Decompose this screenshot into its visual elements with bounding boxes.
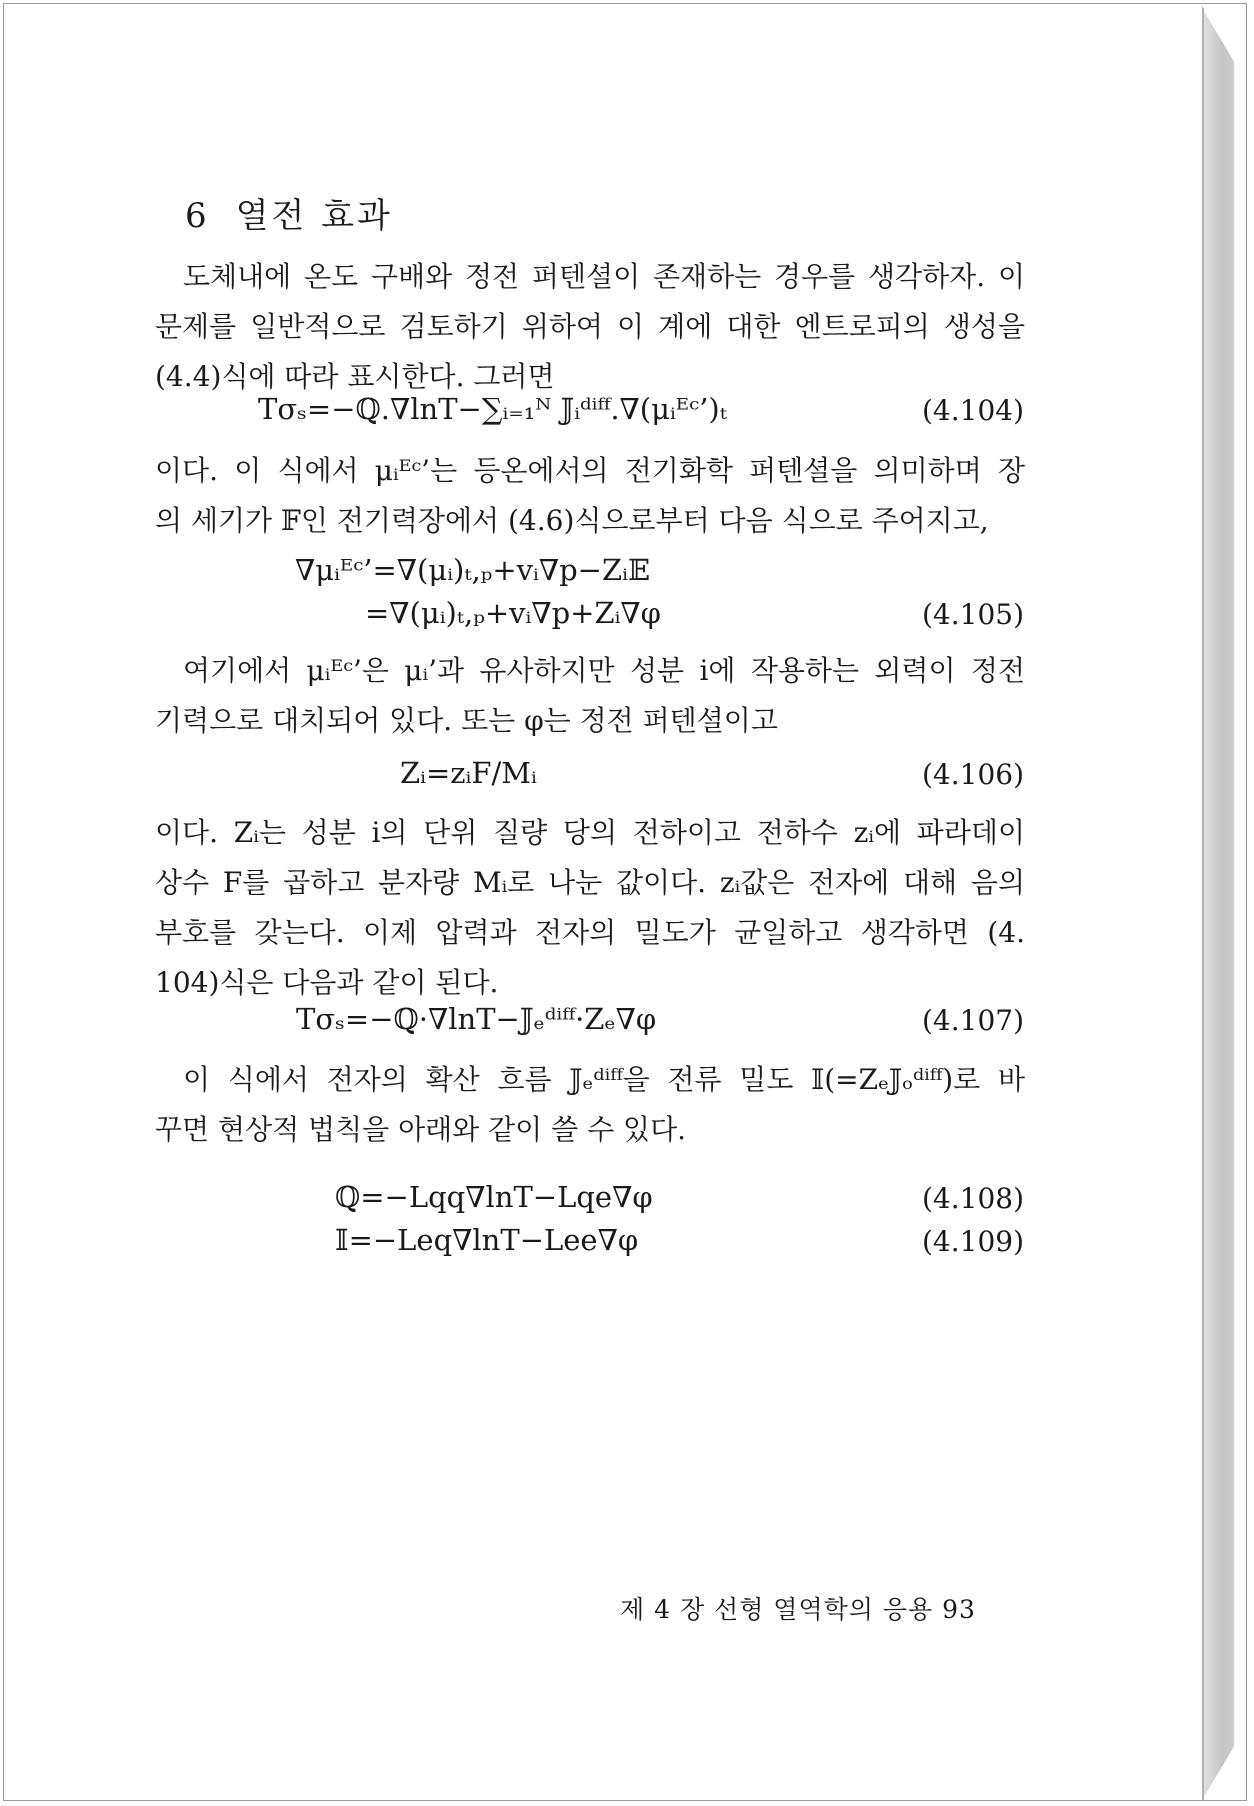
page-footer: 제 4 장 선형 열역학의 응용 93 — [620, 1595, 976, 1624]
text-line: 이다. 이 식에서 μᵢᴱᶜ’는 등온에서의 전기화학 퍼텐셜을 의미하며 장 — [155, 454, 1025, 487]
text-line: 도체내에 온도 구배와 정전 퍼텐셜이 존재하는 경우를 생각하자. 이 — [183, 260, 1025, 293]
page-edge-line — [1202, 8, 1204, 1800]
equation-4-106: Zᵢ=zᵢF/Mᵢ — [400, 756, 537, 790]
text-line: 상수 F를 곱하고 분자량 Mᵢ로 나눈 값이다. zᵢ값은 전자에 대해 음의 — [155, 866, 1025, 899]
text-line: 문제를 일반적으로 검토하기 위하여 이 계에 대한 엔트로피의 생성을 — [155, 310, 1025, 343]
equation-4-105a: ∇μᵢᴱᶜ’=∇(μᵢ)ₜ,ₚ+vᵢ∇p−Zᵢ𝔼 — [295, 553, 651, 587]
section-heading — [185, 188, 393, 237]
paragraph-4 — [155, 808, 1025, 1008]
text-line: 부호를 갖는다. 이제 압력과 전자의 밀도가 균일하고 생각하면 (4. — [155, 916, 1025, 949]
equation-4-104: Tσₛ=−ℚ.∇lnT−∑ᵢ₌₁ᴺ 𝕁ᵢᵈⁱᶠᶠ.∇(μᵢᴱᶜ’)ₜ — [258, 392, 727, 426]
section-title: 열전 효과 — [235, 196, 393, 236]
equation-4-108: ℚ=−Lqq∇lnT−Lqe∇φ — [335, 1180, 653, 1214]
equation-4-109: 𝕀=−Leq∇lnT−Lee∇φ — [335, 1223, 639, 1257]
text-line: 꾸면 현상적 법칙을 아래와 같이 쓸 수 있다. — [155, 1113, 687, 1146]
text-line: 104)식은 다음과 같이 된다. — [155, 966, 499, 999]
equation-number: (4.108) — [921, 1182, 1024, 1215]
text-line: 기력으로 대치되어 있다. 또는 φ는 정전 퍼텐셜이고 — [155, 704, 778, 737]
equation-number: (4.105) — [921, 598, 1024, 631]
paragraph-2 — [155, 446, 1025, 546]
text-line: 이 식에서 전자의 확산 흐름 𝕁ₑᵈⁱᶠᶠ을 전류 밀도 𝕀(=Zₑ𝕁ₒᵈⁱᶠᶠ)로 바 — [183, 1063, 1025, 1096]
equation-4-105b: =∇(μᵢ)ₜ,ₚ+vᵢ∇p+Zᵢ∇φ — [365, 596, 661, 630]
equation-number: (4.104) — [921, 394, 1024, 427]
paragraph-3 — [155, 646, 1025, 746]
text-line: 이다. Zᵢ는 성분 i의 단위 질량 당의 전하이고 전하수 zᵢ에 파라데이 — [155, 816, 1025, 849]
text-line: 의 세기가 𝔽인 전기력장에서 (4.6)식으로부터 다음 식으로 주어지고, — [155, 504, 989, 537]
text-line: (4.4)식에 따라 표시한다. 그러면 — [155, 360, 555, 393]
text-line: 여기에서 μᵢᴱᶜ’은 μᵢ’과 유사하지만 성분 i에 작용하는 외력이 정전 — [183, 654, 1025, 687]
equation-number: (4.106) — [921, 758, 1024, 791]
section-number: 6 — [185, 196, 210, 236]
equation-number: (4.109) — [921, 1225, 1024, 1258]
equation-4-107: Tσₛ=−ℚ·∇lnT−𝕁ₑᵈⁱᶠᶠ·Zₑ∇φ — [296, 1002, 657, 1036]
equation-number: (4.107) — [921, 1004, 1024, 1037]
paragraph-1 — [155, 252, 1025, 402]
paragraph-5 — [155, 1055, 1025, 1155]
